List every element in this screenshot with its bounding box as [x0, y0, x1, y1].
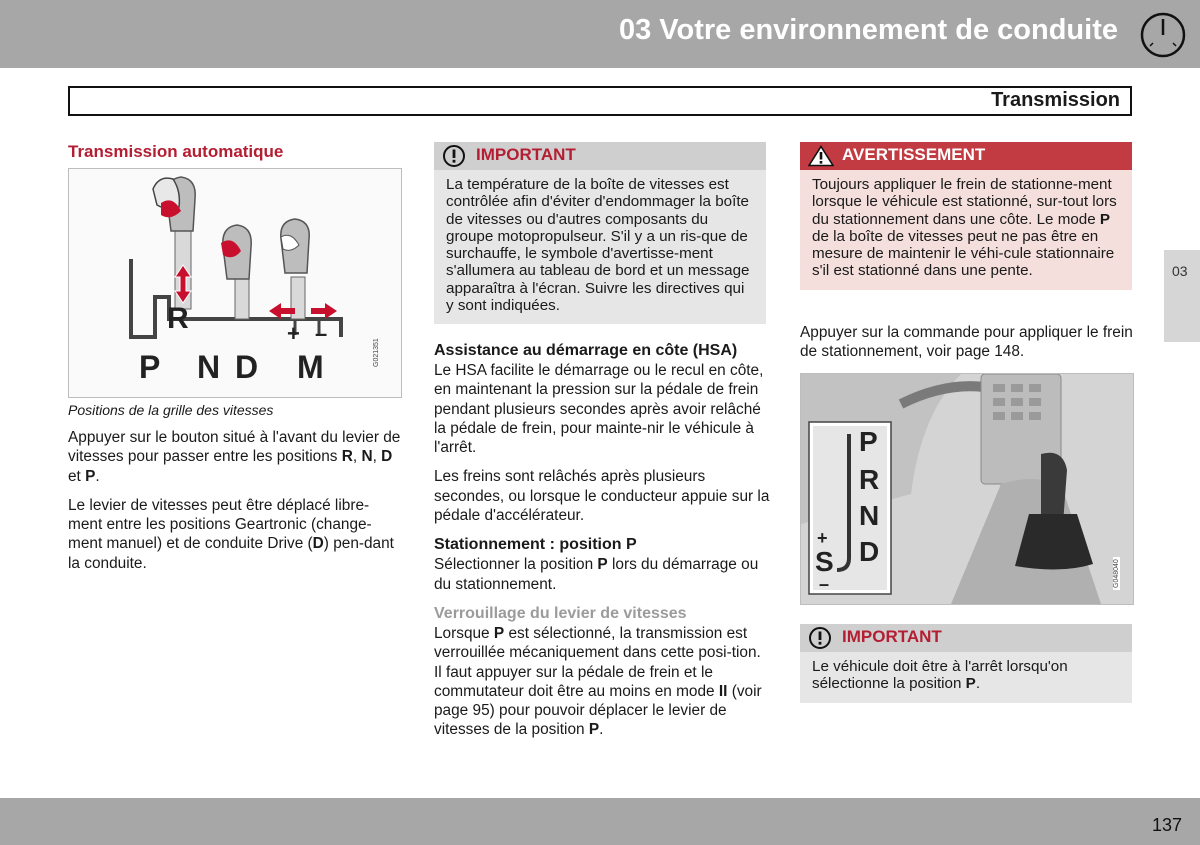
gear-letter-p: P	[139, 349, 161, 385]
gear-letter-d: D	[235, 349, 259, 385]
col2-text	[434, 341, 770, 750]
parking-heading: Stationnement : position P	[434, 536, 637, 554]
important-text: La température de la boîte de vitesses est contrôlée afin d'éviter d'endommager la boîte de vitesses ou d'autres composants du groupe motopropulseur. S'il y a un ris-que de surchauffe, le symbole d'avertisse-ment s'allumera au tableau de bord et un message apparaîtra à l'écran. Suivre les directives qui y sont indiquées.	[434, 170, 766, 324]
col1-text	[68, 428, 402, 583]
important-notice-2	[800, 624, 1132, 703]
important-text: Le véhicule doit être à l'arrêt lorsqu'on sélectionne la position P.	[800, 652, 1132, 703]
important-notice	[434, 142, 766, 324]
important-title: IMPORTANT	[842, 627, 942, 646]
figure-caption: Positions de la grille des vitesses	[68, 402, 274, 418]
selector-letter-r: R	[859, 464, 880, 495]
selector-sport-s: S	[815, 546, 834, 577]
selector-letter-p: P	[859, 426, 878, 457]
section-title: Transmission	[991, 89, 1120, 111]
gear-letter-n: N	[197, 349, 221, 385]
selector-minus: –	[819, 574, 830, 594]
chapter-tab-label: 03	[1172, 263, 1188, 279]
automatic-transmission-heading: Transmission automatique	[68, 142, 284, 161]
important-title: IMPORTANT	[476, 145, 576, 164]
important-notice-header	[800, 624, 1132, 652]
selector-plus: +	[817, 528, 828, 548]
important-notice-header	[434, 142, 766, 170]
hsa-heading: Assistance au démarrage en côte (HSA)	[434, 342, 738, 359]
figure-code: G048040	[1113, 559, 1120, 588]
hsa-paragraph: Le HSA facilite le démarrage ou le recul en côte, en maintenant la pression sur la pédale de frein pendant plusieurs secondes après avoir relâché la pédale de frein, pour mainte-nir le véhicule à l'arrêt.	[434, 362, 764, 457]
brakes-paragraph: Les freins sont relâchés après plusieurs secondes, ou lorsque le conducteur appuie sur la pédale d'accélérateur.	[434, 468, 770, 525]
exclamation-icon	[442, 145, 466, 167]
parking-brake-paragraph: Appuyer sur la commande pour appliquer le frein de stationnement, voir page 148.	[800, 324, 1133, 361]
exclamation-icon	[808, 627, 832, 649]
warning-title: AVERTISSEMENT	[842, 145, 986, 164]
gear-grid-figure	[68, 168, 402, 398]
gear-letter-m: M	[297, 349, 324, 385]
warning-notice	[800, 142, 1132, 290]
shift-button-paragraph: Appuyer sur le bouton situé à l'avant du levier de vitesses pour passer entre les positions R, N, D et P.	[68, 429, 401, 485]
reverse-label: R	[167, 302, 189, 335]
selector-letter-n: N	[859, 500, 880, 531]
plus-label: +	[287, 321, 300, 346]
warning-text: Toujours appliquer le frein de stationne-ment lorsque le véhicule est stationné, sur-tout lors du stationnement dans une côte. Le mode P de la boîte de vitesses peut ne pas être en mesure de maintenir le véhi-cule stationnaire s'il est stationné dans une pente.	[800, 170, 1132, 290]
car-interior-illustration	[801, 374, 1133, 604]
parking-paragraph: Sélectionner la position P lors du démarrage ou du stationnement.	[434, 556, 759, 593]
selector-letter-d: D	[859, 536, 880, 567]
warning-notice-header	[800, 142, 1132, 170]
section-bar	[68, 86, 1132, 116]
chapter-title: 03 Votre environnement de conduite	[618, 14, 1118, 46]
page-number: 137	[1151, 815, 1182, 835]
footer-band	[0, 798, 1200, 845]
lever-lock-heading: Verrouillage du levier de vitesses	[434, 604, 687, 622]
chapter-tab[interactable]	[1164, 250, 1200, 342]
minus-label: –	[315, 321, 328, 346]
warning-triangle-icon	[808, 145, 834, 167]
geartronic-paragraph: Le levier de vitesses peut être déplacé libre-ment entre les positions Geartronic (change-ment manuel) et de conduite Drive (D) pen-dant la conduite.	[68, 496, 394, 572]
speedometer-icon	[1132, 8, 1194, 62]
lever-lock-paragraph: Lorsque P est sélectionné, la transmission est verrouillée mécaniquement dans cette posi-tion. Il faut appuyer sur la pédale de frein et le commutateur doit être au moins en mode II (voir page 95) pour pouvoir déplacer le levier de vitesses de la position P.	[434, 624, 762, 739]
figure-code: G021351	[373, 338, 380, 367]
gear-selector-photo	[800, 373, 1134, 605]
